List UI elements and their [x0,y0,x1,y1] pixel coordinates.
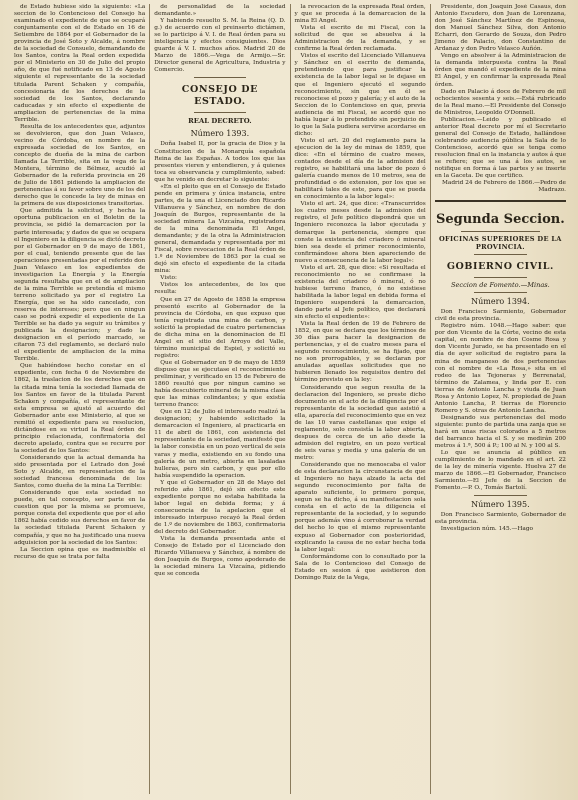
paragraph: Considerando que no menoscaba el valor de esta declaracion la circunstancia de que el Ingeniero no haya alzado la acta del segundo reconocimiento por falta de aparato suficiente, lo primero porque, segun se ha dicho, á su manifestacion sola consta en el acto de la diligencia el representante de la sociedad, y lo segundo porque además vino á corroborar la verdad del hecho lo que el mismo representante expuso al Gobernador con posterioridad, explicando la causa de no estar hecha toda la labor legal: [294,462,426,553]
paragraph: Y habiendo resuelto S. M. la Reina (Q. D. g.) de acuerdo con el preinserto dictámen, se lo participo á V. I. de Real órden para su inteligencia y efectos consiguientes. Dios guarde á V. I. muchos años. Madrid 20 de Marzo de 1866.—Vega de Armijo.—Sr. Director general de Agricultura, Industria y Comercio. [154,18,286,74]
paragraph: Publicacion.—Leido y publicado el anterior Real decreto por mí el Secretario general del Consejo de Estado, hallándose celebrando audiencia pública la Sala de lo Contencioso, acordó que se tenga como resolucion final en la instancia y autos á que se refiere; que se una á los autos, se notifique en forma á las partes y se inserte en la Gaceta. De que certifico. [434,116,566,180]
paragraph: Que en 12 de Julio el interesado realizó la designacion; y habiendo solicitado la demarcacion el Ingeniero, al practicarla en 11 de abril de 1861, con asistencia del representante de la sociedad, manifestó que la labor consistía en un pozo vertical de seis varas y media, existiendo en su fondo una galería de un metro, abierta en lasaladas hulleras, pero sin carbon, y que por ello había suspendido la operacion. [154,409,286,479]
paragraph: La Seccion opina que es inadmisible el recurso de que se trata por falta [14,546,146,560]
section-divider [435,200,566,202]
column-layout [10,4,570,794]
paragraph: Vistos el escrito del Licenciado Villanueva y Sánchez en el escrito de demanda, pretendiendo que para justificar la existencia de la labor legal se le dejase en que el Ingeniero ejecutó el segundo reconocimiento, sin que en él se reconociese el pozo y galería; y el auto de la Seccion de lo Contencioso en que, previa audiencia de mi Fiscal, se acordó que no había lugar á lo pretendido sin perjuicio de lo que la Sala pudiera servirse acordarse en dicho: [294,53,426,137]
subsection-fomento: Seccion de Fomento.—Minas. [451,281,550,290]
section-title-segunda: Segunda Seccion. [435,212,565,228]
divider [474,292,527,293]
paragraph: Considerando que la actual demanda ha sido presentada por el Letrado don José Soto y Alcalde, en representacion de la sociedad francesa denominada de los Santos, como dueña de la mina La Terrible: [14,455,146,490]
column-2 [150,4,290,794]
paragraph: Vistos los antecedentes, de los que resulta: [154,282,286,296]
decree-heading: REAL DECRETO. [188,117,252,126]
divider [461,231,540,232]
column-1 [10,4,150,794]
paragraph: Doña Isabel II, por la gracia de Dios y la Constitucion de la Monarquía española Reina de las Españas. A todos los que las presentes vieren y entendieren, y á quienes toca su observancia y cumplimiento, sabed: que he venido en decretar lo siguiente: [154,141,286,183]
divider [474,495,527,496]
paragraph: Y que el Gobernador en 28 de Mayo del referido año 1861, dejó sin efecto este expediente porque no estaba habilitada la labor legal en debida forma; y á consecuencia de la apelacion que el interesado interpuso recayó la Real órden de 1.º de noviembre de 1863, confirmatoria del decreto del Gobernador. [154,479,286,536]
paragraph: Que admitida la solicitud, y hecha la oportuna publicacion en el Boletin de la provincia, se pidió la demarcacion por la parte interesada; y dados de que se ocupara el Ingeniero en la diligencia se dictó decreto por el Gobernador en 9 de mayo de 1861, por el cual, teniendo presente que de las operaciones presentadas por el referido don Juan Velasco en los expedientes de investigacion La Energía y la Energía segunda resultaba que en el de ampliacion de la mina Terrible se pretendía el mismo terreno solicitado ya por el registro La Energía, que se ha sido cancelado, con reserva de intereses; pero que en ningun caso se podrá expedir el expediente de La Terrible se ha dado ya seguir su trámites y publicada la designacion; y dado la designacion en el período marcado, se citaron 73 del reglamento, se declaró nulo el expediente de ampliacion de la mina Terrible. [14,208,146,363]
divider [474,277,527,278]
paragraph: Designando sus pertenencias del modo siguiente: punto de partida una zanja que se hará en unas riscas colorados a 5 metros del barranco hacia el S. y se medirán 200 metros á 1.ª, 500 á P.; 100 al N. y 100 al S. [434,414,566,450]
paragraph: Considerando que esta sociedad no puede, en tal concepto, ser parte en la cuestion que por la misma se promueve, porque consta del expediente que por el año 1862 había cedido sus derechos en favor de la sociedad titulada Parent Schaken y compañía, y que no ha justificado una nueva adquisicion por la sociedad de los Santos: [14,490,146,546]
paragraph: Que en 27 de Agosto de 1858 la empresa presentó escrito al Gobernador de la provincia de Córdoba, en que expuso que tenía registrada una mina de carbon, y solicitó la propiedad de cuatro pertenencias de dicha mina en la denominacion de El Angel en el sitio del Arroyo del Valle, término municipal de Espiel, y solicitó su registro: [154,296,286,359]
paragraph: Investigacion núm. 145.—Hago [440,526,534,533]
notice-number: Número 1394. [471,297,530,307]
paragraph: Conformándome con lo consultado por la Sala de lo Contencioso del Consejo de Estado en sesion á que asistieron don Domingo Ruiz de la Vega, [294,553,426,581]
paragraph: Don Francisco Sarmiento, Gobernador civil de esta provincia. [434,309,566,323]
divider [474,254,527,255]
paragraph: Vista la demanda presentada ante el Consejo de Estado por el Licenciado don Ricardo Villanueva y Sánchez, á nombre de don Joaquín de Burgos, como apoderado de la sociedad minera La Vizcaína, pidiendo que se conceda [154,536,286,578]
subsection-gobierno-civil: GOBIERNO CIVIL. [446,261,554,273]
notice-number: Número 1395. [471,500,530,510]
paragraph: Visto el art. 28, que dice: «Si resultada el reconocimiento no se confirmase la existencia del criadero ó mineral, ó no hubiese terreno franco, ó no existiese habilitada la labor legal en debida forma el Ingeniero suspenderá la demarcacion, dando parte al Jefe político, que declarará sin efecto el expediente»: [294,264,426,321]
paragraph: Don Francisco Sarmiento, Gobernador de esta provincia. [434,512,566,526]
paragraph: Resulta de los antecedentes que, adjuntos se devolvieron, que don Juan Velasco, vecino de Córdoba, en nombre de la expresada sociedad de los Santos, en concepto de dueña de la mina de carbon llamada La Terrible, sita en la vega de la Montera, término de Bélmez, acudió al Gobernador de la referida provincia en 26 de Julio de 1861 pidiendo la ampliacion de pertenencias á su favor sobre uno de los del derecho que le concede la ley de minas en la primera de sus disposiciones transitorias. [14,123,146,208]
paragraph: Dado en Palacio á doce de Febrero de mil ochocientos sesenta y seis.—Está rubricado de la Real mano.—El Presidente del Consejo de Ministros, Leopoldo O'Donnell. [434,88,566,116]
column-3 [291,4,431,794]
paragraph: Presidente, don Joaquín José Casaus, don Antonio Escudero, don Juan de Lorenzana, don José Sánchez Martínez de Espinosa, don Manuel Sánchez Silva, don Antonio Echarri, don Gerardo de Souza, don Pedro Jimeno de Palacio, don Constantino de Ardanaz y don Pedro Velasco Auñón. [434,4,566,53]
paragraph: la revocacion de la expresada Real órden, y que se proceda á la demarcacion de la mina El Angel. [294,4,426,25]
paragraph: Considerando que segun resulta de la declaracion del Ingeniero, se preste dicho documento en el acto de la diligencia por el representante de la sociedad que asistió a ella, aparecía del reconocimiento que en vez de las 10 varas castellanas que exige el reglamento, solo consistía la labor abierta, despues de cerca de un año desde la admision del registro, en un pozo vertical de seis varas y media y una galería de un metro: [294,384,426,461]
paragraph: de Estado hubiese sido la siguiente: «La seccion de lo Contencioso del Consejo ha examinado el expediente de que se ocupará conjuntamente con el de Estado en 16 de Setiembre de 1864 por el Gobernador de la provincia de José Soto y Alcalde, á nombre de la sociedad de Consuelo, demandando de los Santos, contra la Real orden expedida por el Ministerio en 30 de Julio del propio año, de que fué notificado en 13 de Agosto siguiente el representante de la sociedad titulada Parent Schaken y compañía, concesionaria de los derechos de la sociedad de los Santos, declarando caducadas y sin efecto el expediente de ampliacion de pertenencias de la mina Terrible. [14,4,146,123]
paragraph: Vengo en absolver á la Administracion de la demanda interpuesta contra la Real órden que mandó el expediente de la mina El Angel, y en confirmar la expresada Real órden. [434,53,566,88]
paragraph: Vista la Real órden de 19 de Febrero de 1852, en que se declara que los términos de 30 días para hacer la designacion de pertenencias, y el de cuatro meses para el segundo reconocimiento, se ha fijado, que no son prorrogables, y se declaran por anuladas aquellas solicitudes que no hubieren llenado los requisitos dentro del término previsto en la ley: [294,321,426,384]
section-title-consejo: CONSEJO DE ESTADO. [181,84,258,108]
paragraph: Que habiéndose hecho constar en el expediente, con fecha 6 de Noviembre de 1862, la traslacion de los derechos que en la citada mina tenía la sociedad llamada de los Santos en favor de la titulada Parent Schaken y compañía, el representante de esta empresa se ajustó al acuerdo del Gobernador ante ese Ministerio, al que se remitió el expediente para su resolucion, dictándose en su virtud la Real órden de principio relacionada, confirmatoria del decreto apelado, contra que se recurre por la sociedad de los Santos: [14,363,146,454]
column-4 [431,4,570,794]
signature-line: Madrid 24 de Febrero de 1866.—Pedro de Madrazo. [441,180,566,194]
subsection-oficinas: OFICINAS SUPERIORES DE LA PROVINCIA. [439,235,562,252]
paragraph: de personalidad de la sociedad demandante.» [154,4,286,18]
divider [194,77,247,78]
paragraph: Visto: [160,275,177,282]
divider [194,112,247,113]
paragraph: Lo que se anuncia al público en cumplimiento de lo mandado en el art. 22 de la ley de minería vigente. Huelva 27 de marzo de 1866.—El Gobernador, Francisco Sarmiento.—El Jefe de la Seccion de Fomento.—P. O., Tomás Bartolí. [434,450,566,492]
paragraph: Visto el art. 20 del reglamento para la ejecucion de la ley de minas de 1859, que dice: «En el término de cuatro meses, contados desde el día de la admision del registro, se habilitará una labor de pozo ó galería cuando menos de 10 metros, sea de profundidad o de extension, por los que se habilitará tales de este, para que se pueda en conocimiento a la labor legal»: [294,137,426,201]
notice-number: Número 1393. [190,129,250,139]
paragraph: «En el pleito que en el Consejo de Estado pende en primera y única instancia, entre partes, de la una el Licenciado don Ricardo Villanueva y Sánchez, en nombre de don Joaquín de Burgos, representante de la sociedad minera La Vizcaína, registradora de la mina denominada El Angel, demandante; y de la otra la Administracion general, demandada y representada por mi Fiscal, sobre revocacion de la Real órden de 1.º de Noviembre de 1863 por la cual se dejó sin efecto el expediente de la citada mina: [154,183,286,275]
paragraph: Que el Gobernador en 9 de mayo de 1859 dispuso que se ejecutase el reconocimiento preliminar, y verificado en 15 de Febrero de 1860 resultó que por ningun camino se había descubierto mineral de la misma clase que las minas colindantes; y que existía terreno franco: [154,359,286,409]
paragraph: Vista el escrito de mi Fiscal, con la solicitud de que se absuelva á la Administracion de la demanda, y se confirme la Real órden reclamada. [294,25,426,53]
paragraph: Registro núm. 1048.—Hago saber: que por don Vicente de la Córte, vecino de esta capital, en nombre de don Cosme Rosa y don Vicente Jurado, se ha presentado en el día de ayer solicitud de registro para la mina de manganeso de dos pertenencias con el nombre de «La Rosa,» sita en el rodeo de las Tejoneras y Berrenatal, término de Zalamea, y linda por E. con tierras de Antonio Lancha y viuda de Juan Rosa y Antonio Lopez, N. propiedad de Juan Antonio Lancha, P. tierras de Florencio Romero y S. otras de Antonio Lancha. [434,323,566,414]
paragraph: Visto el art. 24, que dice: «Transcurridos los cuatro meses desde la admision del registro, el Jefe político dispondrá que un Ingeniero reconozca la labor ejecutada y demarque la pertenencia, siempre que conste la existencia del criadero ó mineral bien sea desde el primer reconocimiento, confirmándose ahora bien apareciendo de nuevo a consecuencia de la labor legal»: [294,201,426,264]
